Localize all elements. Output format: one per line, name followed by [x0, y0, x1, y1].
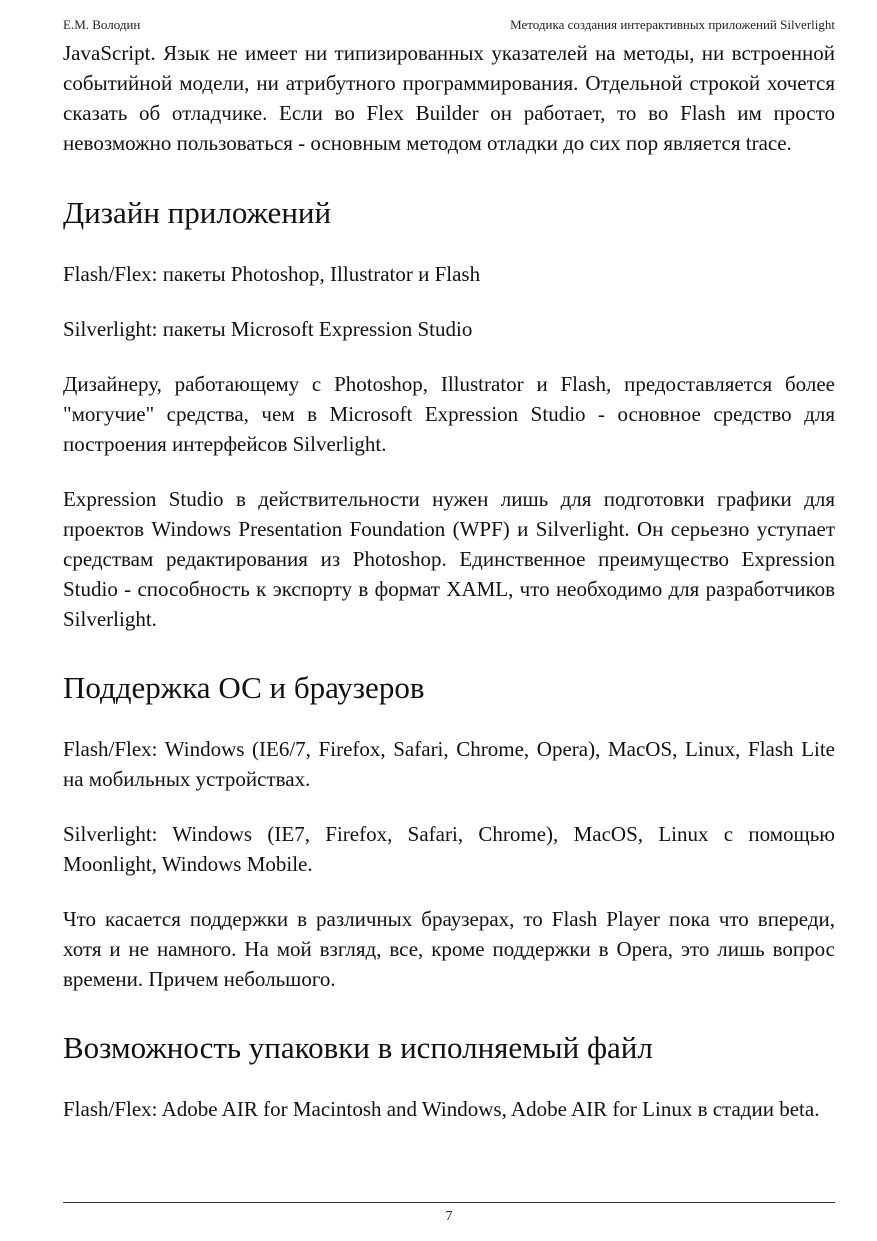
page-number: 7	[445, 1209, 453, 1224]
design-silverlight-line: Silverlight: пакеты Microsoft Expression Studio	[63, 317, 473, 341]
os-browser-support-paragraph: Что касается поддержки в различных браузерах, то Flash Player пока что впереди, хотя и не намного. На мой взгляд, все, кроме поддержки в Opera, это лишь вопрос времени. Причем небольшого.	[63, 907, 835, 991]
page-header	[63, 16, 835, 36]
section-heading-design: Дизайн приложений	[63, 195, 332, 230]
packaging-flash-flex-line: Flash/Flex: Adobe AIR for Macintosh and Windows, Adobe AIR for Linux в стадии beta.	[63, 1097, 820, 1121]
page-footer	[63, 1202, 835, 1226]
page-content	[63, 38, 835, 1124]
design-paragraph-designer: Дизайнеру, работающему с Photoshop, Illustrator и Flash, предоставляется более "могучие" средства, чем в Microsoft Expression Studio - основное средство для построения интерфейсов Silverlight.	[63, 372, 835, 456]
design-flash-flex-line: Flash/Flex: пакеты Photoshop, Illustrator и Flash	[63, 262, 481, 286]
os-silverlight-line: Silverlight: Windows (IE7, Firefox, Safari, Chrome), MacOS, Linux с помощью Moonlight, Windows Mobile.	[63, 822, 835, 876]
os-flash-flex-line: Flash/Flex: Windows (IE6/7, Firefox, Safari, Chrome, Opera), MacOS, Linux, Flash Lite на мобильных устройствах.	[63, 737, 835, 791]
intro-paragraph: JavaScript. Язык не имеет ни типизированных указателей на методы, ни встроенной событийной модели, ни атрибутного программирования. Отдельной строкой хочется сказать об отладчике. Если во Flex Builder он работает, то во Flash им просто невозможно пользоваться - основным методом отладки до сих пор является trace.	[63, 41, 835, 155]
header-document-title: Методика создания интерактивных приложений Silverlight	[510, 17, 835, 32]
header-author: Е.М. Володин	[63, 17, 141, 32]
section-heading-packaging: Возможность упаковки в исполняемый файл	[63, 1030, 653, 1065]
design-paragraph-expression-studio: Expression Studio в действительности нужен лишь для подготовки графики для проектов Windows Presentation Foundation (WPF) и Silverlight. Он серьезно уступает средствам редактирования из Photoshop. Единственное преимущество Expression Studio - способность к экспорту в формат XAML, что необходимо для разработчиков Silverlight.	[63, 487, 835, 631]
section-heading-os-browsers: Поддержка ОС и браузеров	[63, 670, 425, 705]
